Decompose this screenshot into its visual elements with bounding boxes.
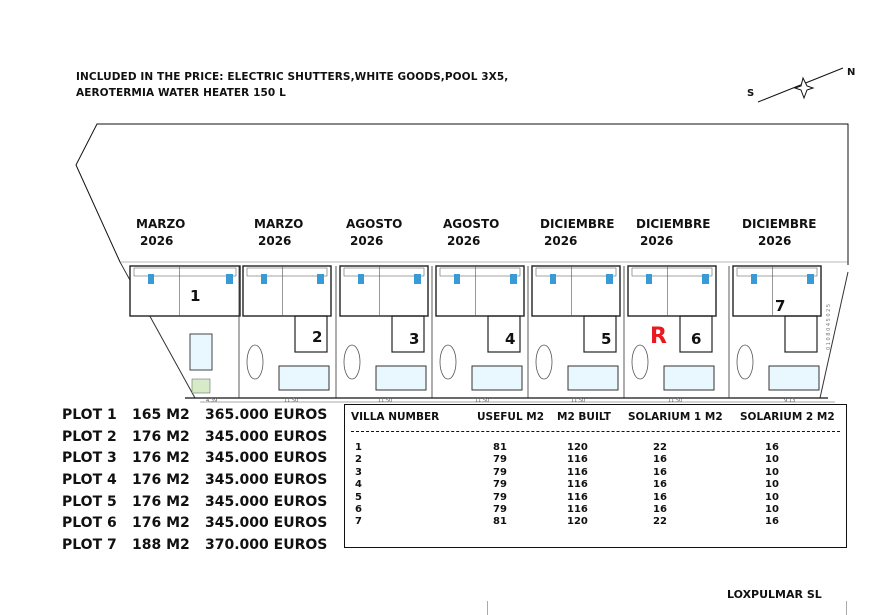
table-cell: 6 xyxy=(355,504,362,515)
svg-text:0 1 0 8 0 4 5 0 2 5: 0 1 0 8 0 4 5 0 2 5 xyxy=(826,303,832,350)
plot-area: 176 M2 xyxy=(132,450,190,467)
table-cell: 79 xyxy=(493,504,507,515)
plot-area: 165 M2 xyxy=(132,407,190,423)
car-icon xyxy=(440,345,456,379)
dimension-1: 4.39 xyxy=(206,398,218,404)
table-cell: 16 xyxy=(653,466,667,478)
villa-number-3[interactable]: 3 xyxy=(409,330,420,348)
villa-2-month: MARZO xyxy=(254,217,304,231)
plot-name: PLOT 1 xyxy=(62,407,117,423)
table-cell: 79 xyxy=(493,491,507,503)
plot-row xyxy=(62,537,327,559)
villa-number-2[interactable]: 2 xyxy=(312,328,323,346)
plot-price: 345.000 EUROS xyxy=(205,515,328,532)
villa-3-year: 2026 xyxy=(350,234,384,248)
plot-name: PLOT 4 xyxy=(62,472,117,489)
plot-price-list xyxy=(62,407,327,559)
compass-north-label: N xyxy=(847,67,856,78)
plot-area: 176 M2 xyxy=(132,472,190,489)
pool-2 xyxy=(279,366,329,390)
dimension-3: 11.50 xyxy=(378,398,393,404)
table-cell: 116 xyxy=(567,454,588,466)
plot-row xyxy=(62,515,327,537)
table-cell: 116 xyxy=(567,479,588,491)
plot-name: PLOT 5 xyxy=(62,493,117,510)
table-cell: 3 xyxy=(355,466,362,478)
villa-number-7[interactable]: 7 xyxy=(775,297,786,315)
villa-1-month: MARZO xyxy=(136,217,186,231)
villa-2-delivery xyxy=(254,216,303,250)
plot-area: 176 M2 xyxy=(132,515,190,532)
villa-6-month: DICIEMBRE xyxy=(636,217,711,231)
table-cell: 79 xyxy=(493,466,507,478)
car-icon xyxy=(632,345,648,379)
pool-7 xyxy=(769,366,819,390)
divider xyxy=(846,601,847,615)
villa-6-year: 2026 xyxy=(640,234,674,248)
table-cell: 10 xyxy=(765,454,779,466)
plot-price: 345.000 EUROS xyxy=(205,450,328,467)
table-cell: 81 xyxy=(493,442,507,453)
table-cell: 4 xyxy=(355,479,362,491)
dimension-6: 11.50 xyxy=(668,398,683,404)
villa-3-delivery xyxy=(346,216,402,250)
table-cell: 116 xyxy=(567,504,588,515)
company-name: LOXPULMAR SL xyxy=(727,588,822,601)
plot-row xyxy=(62,494,327,516)
villa-2-block xyxy=(243,266,331,316)
table-cell: 10 xyxy=(765,491,779,503)
reserved-mark: R xyxy=(650,324,667,349)
villa-5-delivery xyxy=(540,216,614,250)
table-cell: 22 xyxy=(653,442,667,453)
table-cell: 10 xyxy=(765,466,779,478)
plot-price: 345.000 EUROS xyxy=(205,493,328,510)
car-icon xyxy=(737,345,753,379)
header-solarium-1: SOLARIUM 1 M2 xyxy=(628,411,723,423)
plot-row xyxy=(62,472,327,494)
included-line-1: INCLUDED IN THE PRICE: ELECTRIC SHUTTERS,WHITE GOODS,POOL 3X5, xyxy=(76,71,509,83)
dimension-4: 11.50 xyxy=(475,398,490,404)
table-cell: 81 xyxy=(493,516,507,528)
pool-3 xyxy=(376,366,426,390)
plot-name: PLOT 7 xyxy=(62,537,117,554)
plot-price: 365.000 EUROS xyxy=(205,407,328,423)
car-icon xyxy=(536,345,552,379)
table-cell: 5 xyxy=(355,491,362,503)
villa-6-delivery xyxy=(636,216,710,250)
plot-row xyxy=(62,407,327,429)
villa-number-1[interactable]: 1 xyxy=(190,287,201,305)
table-cell: 16 xyxy=(653,504,667,515)
villa-5-block xyxy=(532,266,620,316)
villa-blocks xyxy=(130,266,821,398)
table-cell: 1 xyxy=(355,442,362,453)
plot-price: 345.000 EUROS xyxy=(205,472,328,489)
villa-number-5[interactable]: 5 xyxy=(601,330,612,348)
pool-4 xyxy=(472,366,522,390)
villa-1-year: 2026 xyxy=(140,234,174,248)
villa-4-year: 2026 xyxy=(447,234,481,248)
plot-area: 176 M2 xyxy=(132,428,190,445)
villa-7-delivery xyxy=(742,216,816,250)
header-villa-number: VILLA NUMBER xyxy=(351,411,440,423)
table-cell: 2 xyxy=(355,454,362,466)
divider xyxy=(487,601,488,615)
table-cell: 10 xyxy=(765,504,779,515)
plot-row xyxy=(62,450,327,472)
table-cell: 16 xyxy=(765,442,779,453)
villa-4-month: AGOSTO xyxy=(443,217,500,231)
header-useful-m2: USEFUL M2 xyxy=(477,411,545,423)
villa-number-4[interactable]: 4 xyxy=(505,330,516,348)
villa-7-year: 2026 xyxy=(758,234,792,248)
car-icon xyxy=(247,345,263,379)
table-cell: 79 xyxy=(493,454,507,466)
plot-price: 345.000 EUROS xyxy=(205,428,328,445)
villa-1-delivery xyxy=(136,216,185,250)
pool-5 xyxy=(568,366,618,390)
car-icon xyxy=(344,345,360,379)
table-cell: 10 xyxy=(765,479,779,491)
included-line-2: AEROTERMIA WATER HEATER 150 L xyxy=(76,87,286,99)
plot-area: 188 M2 xyxy=(132,537,190,554)
table-cell: 16 xyxy=(653,454,667,466)
villa-3-month: AGOSTO xyxy=(346,217,403,231)
plot-name: PLOT 2 xyxy=(62,428,117,445)
villa-2-year: 2026 xyxy=(258,234,292,248)
villa-1-block xyxy=(130,266,240,316)
dimension-2: 11.50 xyxy=(284,398,299,404)
header-solarium-2: SOLARIUM 2 M2 xyxy=(740,411,835,423)
plot-name: PLOT 6 xyxy=(62,515,117,532)
plot-area: 176 M2 xyxy=(132,493,190,510)
dimension-5: 11.50 xyxy=(571,398,586,404)
compass-south-label: S xyxy=(747,88,755,99)
pool-6 xyxy=(664,366,714,390)
table-cell: 120 xyxy=(567,442,588,453)
table-cell: 16 xyxy=(765,516,779,528)
header-m2-built: M2 BUILT xyxy=(557,411,611,423)
pool-1 xyxy=(190,334,212,370)
header-divider xyxy=(351,431,840,432)
plot-price: 370.000 EUROS xyxy=(205,537,328,554)
table-cell: 116 xyxy=(567,466,588,478)
villa-3-block xyxy=(340,266,428,316)
plot-row xyxy=(62,429,327,451)
table-cell: 116 xyxy=(567,491,588,503)
plot-name: PLOT 3 xyxy=(62,450,117,467)
table-cell: 22 xyxy=(653,516,667,528)
villa-4-block xyxy=(436,266,524,316)
table-cell: 79 xyxy=(493,479,507,491)
dimension-7: 9.13 xyxy=(784,398,796,404)
table-cell: 120 xyxy=(567,516,588,528)
villa-4-delivery xyxy=(443,216,499,250)
villa-6-block xyxy=(628,266,716,316)
villa-number-6[interactable]: 6 xyxy=(691,330,702,348)
table-cell: 16 xyxy=(653,479,667,491)
villa-5-year: 2026 xyxy=(544,234,578,248)
table-cell: 7 xyxy=(355,516,362,528)
villa-5-month: DICIEMBRE xyxy=(540,217,615,231)
table-cell: 16 xyxy=(653,491,667,503)
villa-areas-table xyxy=(344,404,847,548)
villa-7-month: DICIEMBRE xyxy=(742,217,817,231)
